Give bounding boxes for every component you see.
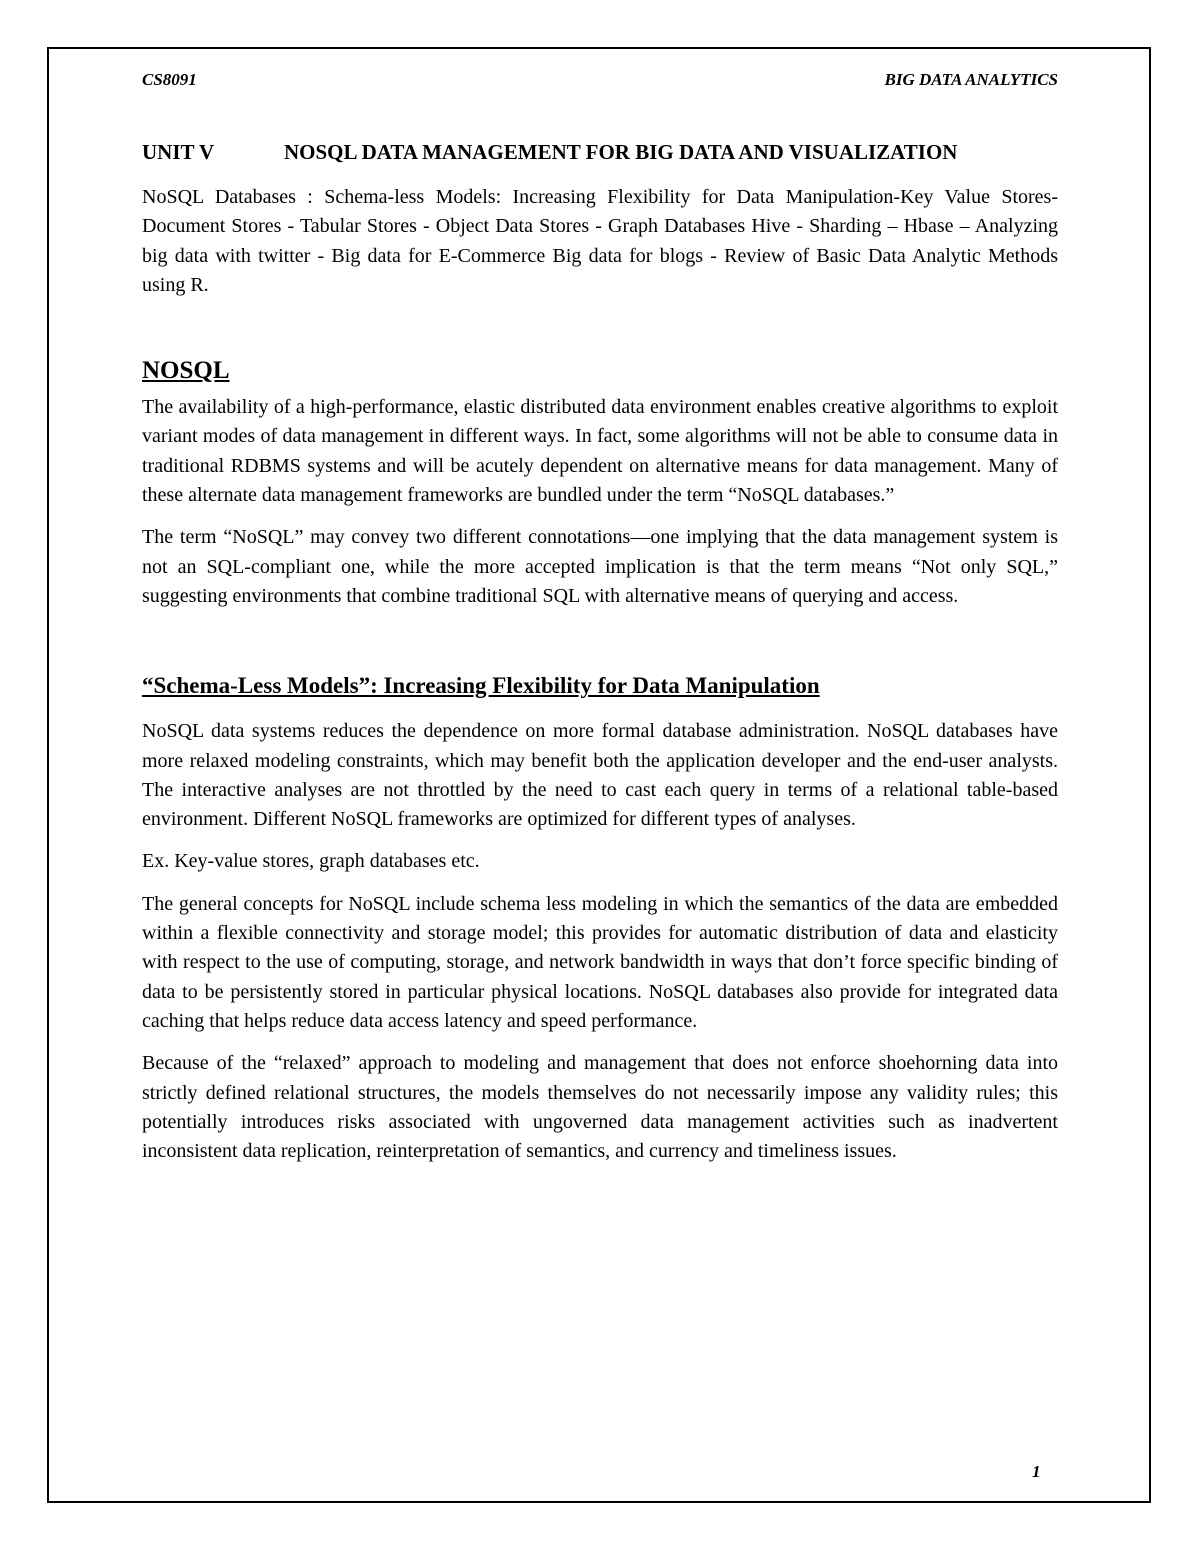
unit-title — [142, 140, 1058, 165]
document-page — [142, 70, 1058, 1179]
example-line: Ex. Key-value stores, graph databases etc. — [142, 850, 480, 873]
course-name: BIG DATA ANALYTICS — [884, 70, 1058, 89]
page-number: 1 — [1032, 1462, 1041, 1481]
nosql-paragraph-2: The term “NoSQL” may convey two different connotations—one implying that the data management system is not an SQL-compliant one, while the more accepted implication is that the term means “Not only SQL,” suggesting environments that combine traditional SQL with alternative means of querying and access. — [142, 526, 1058, 607]
unit-number: UNIT V — [142, 140, 215, 164]
nosql-heading: NOSQL — [142, 357, 230, 385]
syllabus-paragraph: NoSQL Databases : Schema-less Models: Increasing Flexibility for Data Manipulation-Key Value Stores- Document Stores - Tabular Stores - Object Data Stores - Graph Databases Hive - Sharding – Hbase – Analyzing big data with twitter - Big data for E-Commerce Big data for blogs - Review of Basic Data Analytic Methods using R. — [142, 186, 1058, 296]
course-code: CS8091 — [142, 70, 197, 89]
schema-paragraph-1: NoSQL data systems reduces the dependence on more formal database administration. NoSQL databases have more relaxed modeling constraints, which may benefit both the application developer and the end-user analysts. The interactive analyses are not throttled by the need to cast each query in terms of a relational table-based environment. Different NoSQL frameworks are optimized for different types of analyses. — [142, 720, 1058, 831]
nosql-paragraph-1: The availability of a high-performance, elastic distributed data environment enables creative algorithms to exploit variant modes of data management in different ways. In fact, some algorithms will not be able to consume data in traditional RDBMS systems and will be acutely dependent on alternative means for data management. Many of these alternate data management frameworks are bundled under the term “NoSQL databases.” — [142, 396, 1058, 507]
schema-paragraph-2: The general concepts for NoSQL include schema less modeling in which the semantics of the data are embedded within a flexible connectivity and storage model; this provides for automatic distribution of data and elasticity with respect to the use of computing, storage, and network bandwidth in ways that don’t force specific binding of data to be persistently stored in particular physical locations. NoSQL databases also provide for integrated data caching that helps reduce data access latency and speed performance. — [142, 892, 1058, 1032]
schema-paragraph-3: Because of the “relaxed” approach to modeling and management that does not enforce shoehorning data into strictly defined relational structures, the models themselves do not necessarily impose any validity rules; this potentially introduces risks associated with ungoverned data management activities such as inadvertent inconsistent data replication, reinterpretation of semantics, and currency and timeliness issues. — [142, 1052, 1058, 1163]
running-header — [142, 70, 1058, 90]
unit-heading: NOSQL DATA MANAGEMENT FOR BIG DATA AND VISUALIZATION — [284, 140, 958, 164]
schema-less-heading: “Schema-Less Models”: Increasing Flexibility for Data Manipulation — [142, 673, 820, 699]
